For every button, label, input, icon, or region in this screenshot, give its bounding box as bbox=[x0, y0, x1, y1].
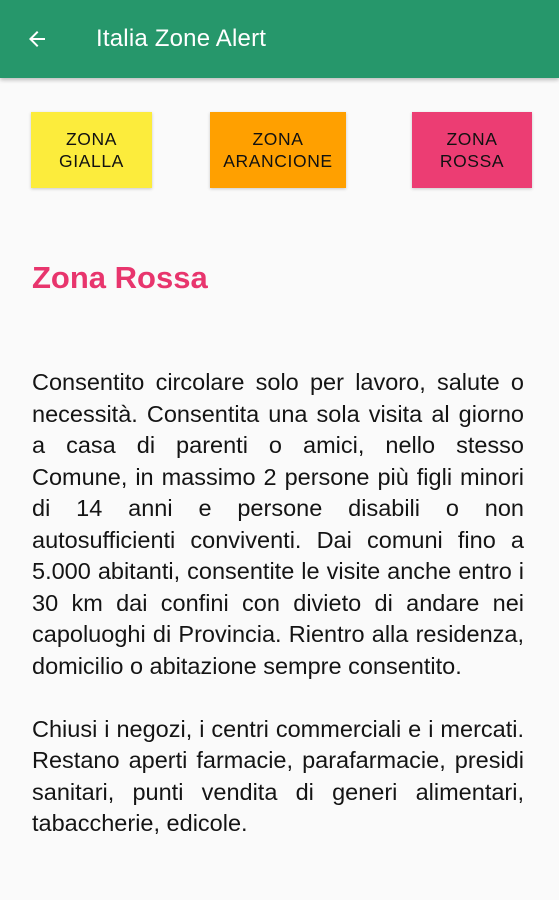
arrow-left-icon bbox=[25, 27, 49, 51]
app-title: Italia Zone Alert bbox=[96, 25, 267, 52]
zona-arancione-button[interactable]: ZONA ARANCIONE bbox=[210, 112, 346, 188]
description-paragraph: Consentito circolare solo per lavoro, salute o necessità. Consentita una sola visita al giorno a casa di parenti o amici, nello stesso Comune, in massimo 2 persone più figli minori di 14 anni e persone disabili o non autosufficienti conviventi. Dai comuni fino a 5.000 abitanti, consentite le visite anche entro i 30 km dai confini con divieto di andare nei capoluoghi di Provincia. Rientro alla residenza, domicilio o abitazione sempre consentito. bbox=[32, 369, 524, 679]
back-button[interactable] bbox=[19, 21, 55, 57]
app-bar bbox=[0, 0, 559, 78]
description-paragraph: Chiusi i negozi, i centri commerciali e i mercati. Restano aperti farmacie, parafarmacie, presidi sanitari, punti vendita di generi alimentari, tabaccherie, edicole. bbox=[32, 715, 524, 836]
zone-description bbox=[32, 367, 524, 871]
zone-title: Zona Rossa bbox=[32, 260, 208, 295]
zona-gialla-button[interactable]: ZONA GIALLA bbox=[31, 112, 152, 188]
zona-rossa-button[interactable]: ZONA ROSSA bbox=[412, 112, 532, 188]
